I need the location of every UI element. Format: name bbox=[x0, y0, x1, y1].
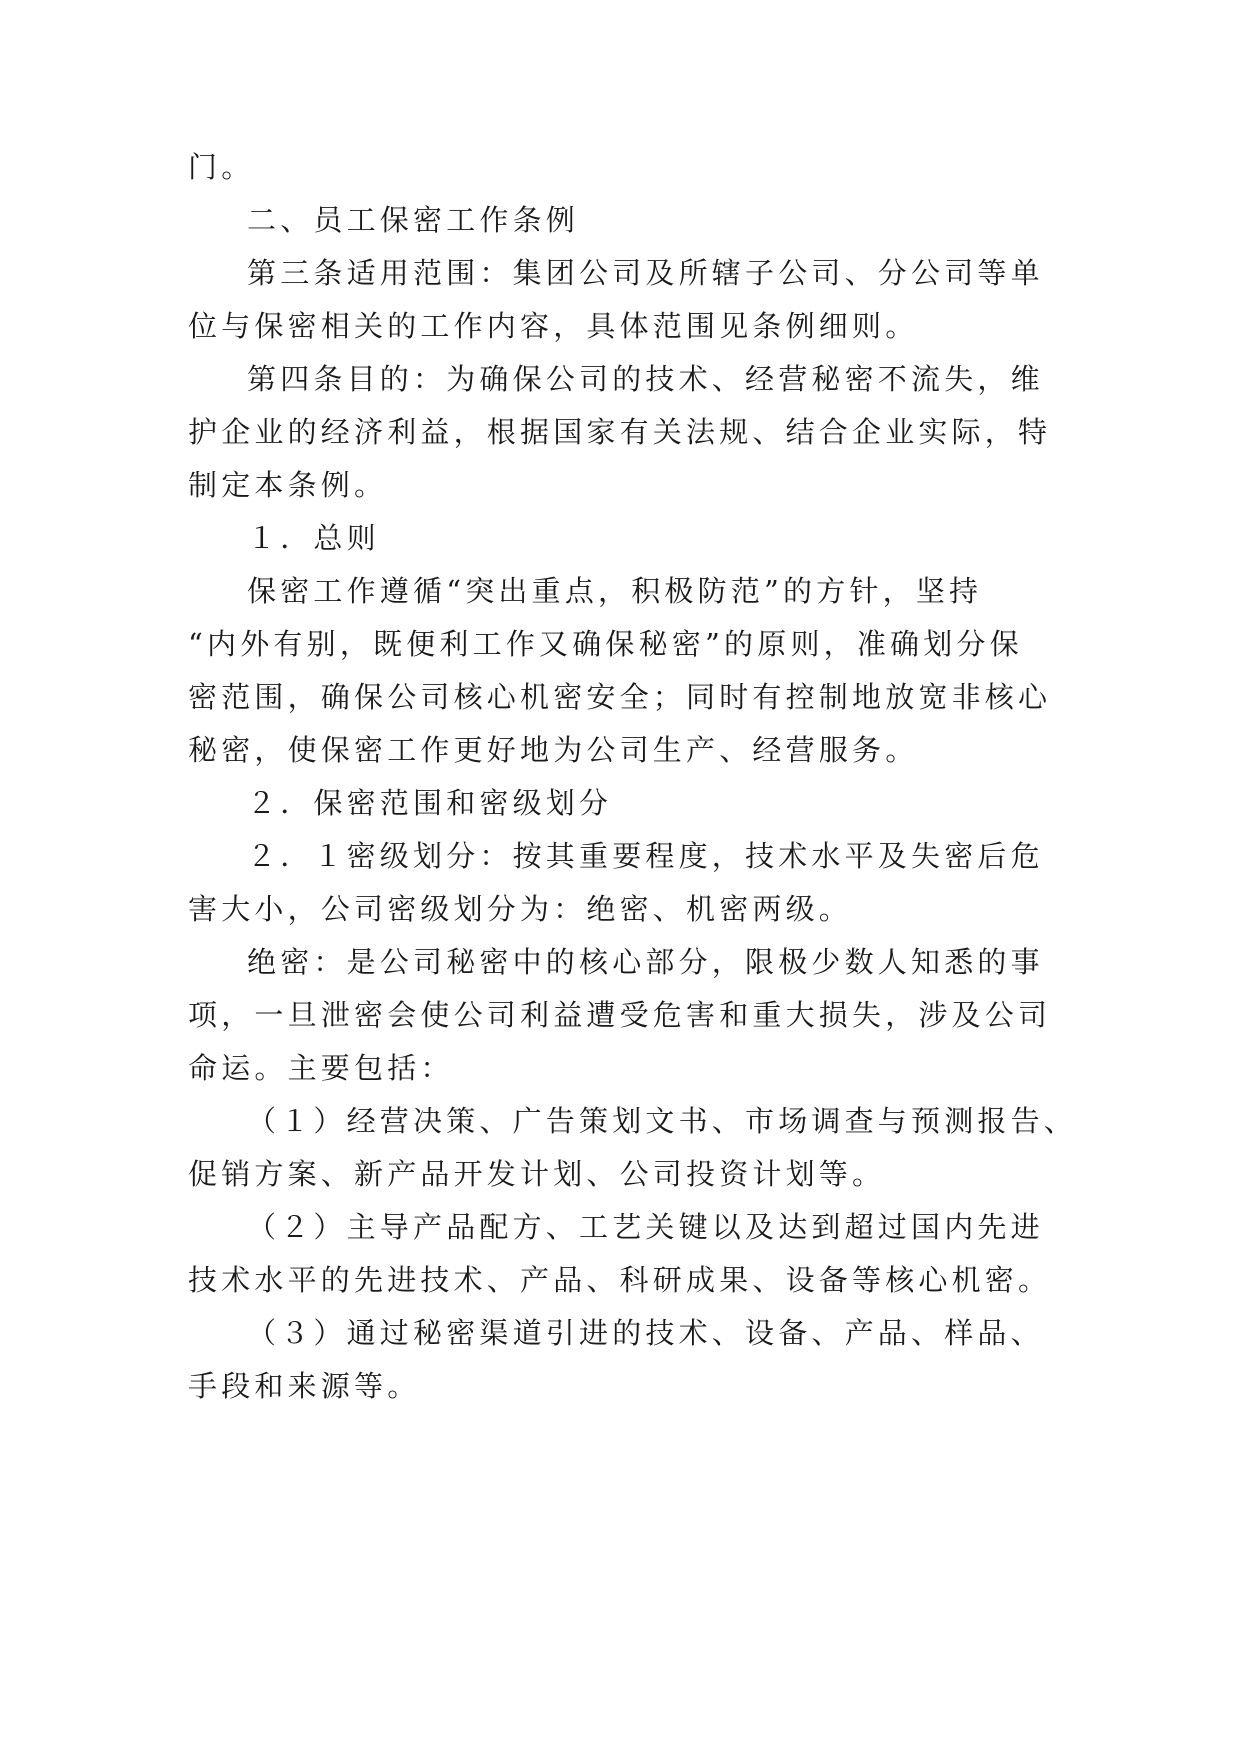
text-line: 害大小，公司密级划分为：绝密、机密两级。 bbox=[188, 892, 853, 926]
text-line: 第四条目的：为确保公司的技术、经营秘密不流失，维 bbox=[247, 362, 1044, 396]
list-item-text: 手段和来源等。 bbox=[188, 1369, 421, 1403]
text-line: 第三条适用范围：集团公司及所辖子公司、分公司等单 bbox=[247, 256, 1044, 290]
text-line: ２．１密级划分：按其重要程度，技术水平及失密后危 bbox=[247, 839, 1044, 873]
text-line: 命运。主要包括： bbox=[188, 1051, 454, 1085]
list-item-text: （２）主导产品配方、工艺关键以及达到超过国内先进 bbox=[247, 1210, 1044, 1244]
list-item-text: （３）通过秘密渠道引进的技术、设备、产品、样品、 bbox=[247, 1316, 1044, 1350]
section-heading: １．总则 bbox=[247, 521, 380, 555]
text-line: 护企业的经济利益，根据国家有关法规、结合企业实际，特 bbox=[188, 415, 1052, 449]
text-line: 密范围，确保公司核心机密安全；同时有控制地放宽非核心 bbox=[188, 680, 1052, 714]
text-line: 秘密，使保密工作更好地为公司生产、经营服务。 bbox=[188, 733, 919, 767]
list-item-text: 促销方案、新产品开发计划、公司投资计划等。 bbox=[188, 1157, 886, 1191]
text-line: 绝密：是公司秘密中的核心部分，限极少数人知悉的事 bbox=[247, 945, 1044, 979]
text-line: 门。 bbox=[188, 150, 255, 184]
list-item-text: （１）经营决策、广告策划文书、市场调查与预测报告、 bbox=[247, 1104, 1078, 1138]
text-line: “内外有别，既便利工作又确保秘密”的原则，准确划分保 bbox=[188, 627, 1023, 661]
section-heading: ２．保密范围和密级划分 bbox=[247, 786, 613, 820]
text-line: 制定本条例。 bbox=[188, 468, 388, 502]
text-line: 项，一旦泄密会使公司利益遭受危害和重大损失，涉及公司 bbox=[188, 998, 1052, 1032]
list-item-text: 技术水平的先进技术、产品、科研成果、设备等核心机密。 bbox=[188, 1263, 1052, 1297]
text-line: 保密工作遵循“突出重点，积极防范”的方针，坚持 bbox=[247, 574, 983, 608]
text-line: 位与保密相关的工作内容，具体范围见条例细则。 bbox=[188, 309, 919, 343]
section-heading: 二、员工保密工作条例 bbox=[247, 203, 580, 237]
